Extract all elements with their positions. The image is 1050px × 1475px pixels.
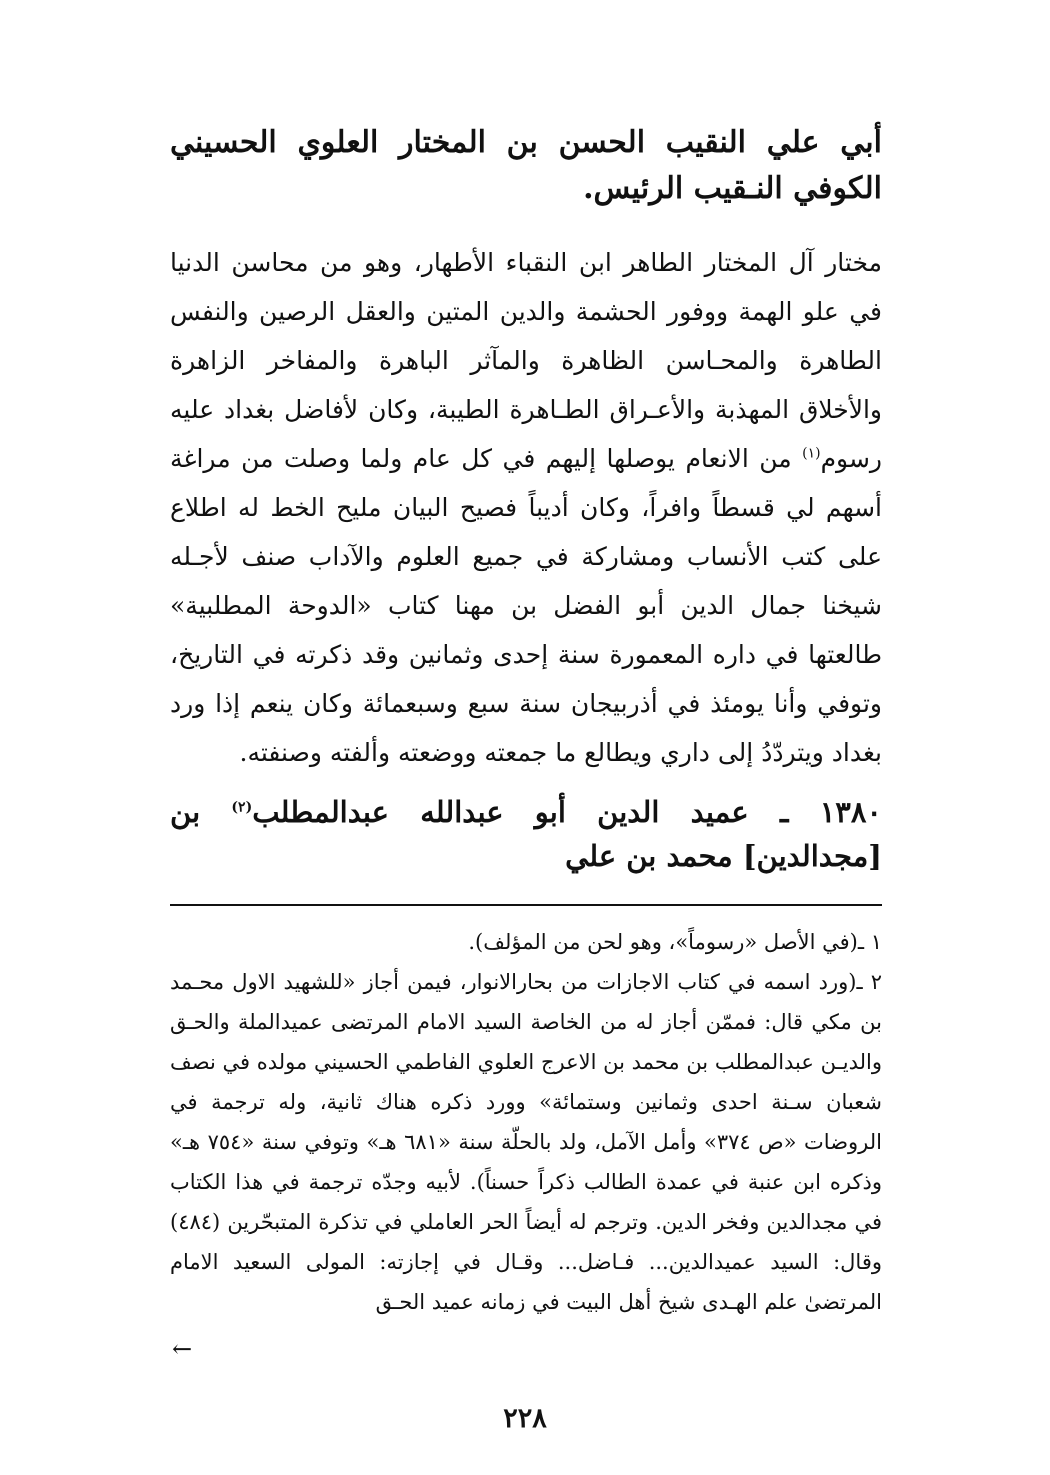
body-text-part-2: من الانعام يوصلها إليهم في كل عام ولما وصلت من مراغة أسهم لي قسطاً وافراً، وكان أديباً فصيح البيان مليح الخط له اطلاع على كتب الأنساب ومشاركة في جميع العلوم والآداب صنف لأجـله شيخنا جمال الدين أبو الفضل بن مهنا كتاب «الدوحة المطلبية» طالعتها في داره المعمورة سنة إحدى وثمانين وقد ذكرته في التاريخ، وتوفي وأنا يومئذ في أذربيجان سنة سبع وسبعمائة وكان ينعم إذا ورد بغداد ويتردّدُ إلى داري ويطالع ما جمعته ووضعته وألفته وصنفته. bbox=[170, 444, 882, 767]
footnotes bbox=[170, 922, 882, 1322]
body-paragraph bbox=[170, 238, 882, 777]
entry-heading-part-2: بن [مجدالدين] محمد بن علي bbox=[170, 795, 882, 873]
footnote-ref-2: (٢) bbox=[231, 799, 253, 816]
body-text-part-1: مختار آل المختار الطاهر ابن النقباء الأطهار، وهو من محاسن الدنيا في علو الهمة ووفور الحشمة والدين المتين والعقل الرصين والنفس الطاهرة والمحـاسن الظاهرة والمآثر الباهرة والمفاخر الزاهرة والأخلاق المهذبة والأعـراق الطـاهرة الطيبة، وكان لأفاضل بغداد عليه رسوم bbox=[170, 248, 882, 473]
footnote-1: ١ ـ(في الأصل «رسوماً»، وهو لحن من المؤلف). bbox=[468, 930, 882, 954]
continue-arrow-icon: ← bbox=[172, 1335, 193, 1363]
body-text bbox=[170, 238, 882, 777]
continued-heading: أبي علي النقيب الحسن بن المختار العلوي الحسيني الكوفي النـقيب الرئيس. bbox=[170, 125, 882, 206]
entry-heading bbox=[170, 790, 882, 878]
footnote-ref-1: (١) bbox=[802, 445, 821, 462]
entry-heading-part-1: ١٣٨٠ ـ عميد الدين أبو عبدالله عبدالمطلب bbox=[252, 795, 883, 829]
page-number: ٢٢٨ bbox=[503, 1403, 547, 1434]
footnote-divider bbox=[170, 904, 882, 906]
footnote-2: ٢ ـ(ورد اسمه في كتاب الاجازات من بحارالانوار، فيمن أجاز «للشهيد الاول محـمد بن مكي قال: فممّن أجاز له من الخاصة السيد الامام المرتضى عميدالملة والحـق والديـن عبدالمطلب بن محمد بن الاعرج العلوي الفاطمي الحسيني مولده في نصف شعبان سـنة احدى وثمانين وستمائة» وورد ذكره هناك ثانية، وله ترجمة في الروضات «ص ٣٧٤» وأمل الآمل، ولد بالحلّة سنة «٦٨١ هـ» وتوفي سنة «٧٥٤ هـ» وذكره ابن عنبة في عمدة الطالب ذكراً حسناً). لأبيه وجدّه ترجمة في هذا الكتاب في مجدالدين وفخر الدين. وترجم له أيضاً الحر العاملي في تذكرة المتبحّرين (٤٨٤) وقال: السيد عميدالدين... فـاضل... وقـال في إجازته: المولى السعيد الامام المرتضىٰ علم الهـدى شيخ أهل البيت في زمانه عميد الحـق bbox=[170, 970, 882, 1314]
